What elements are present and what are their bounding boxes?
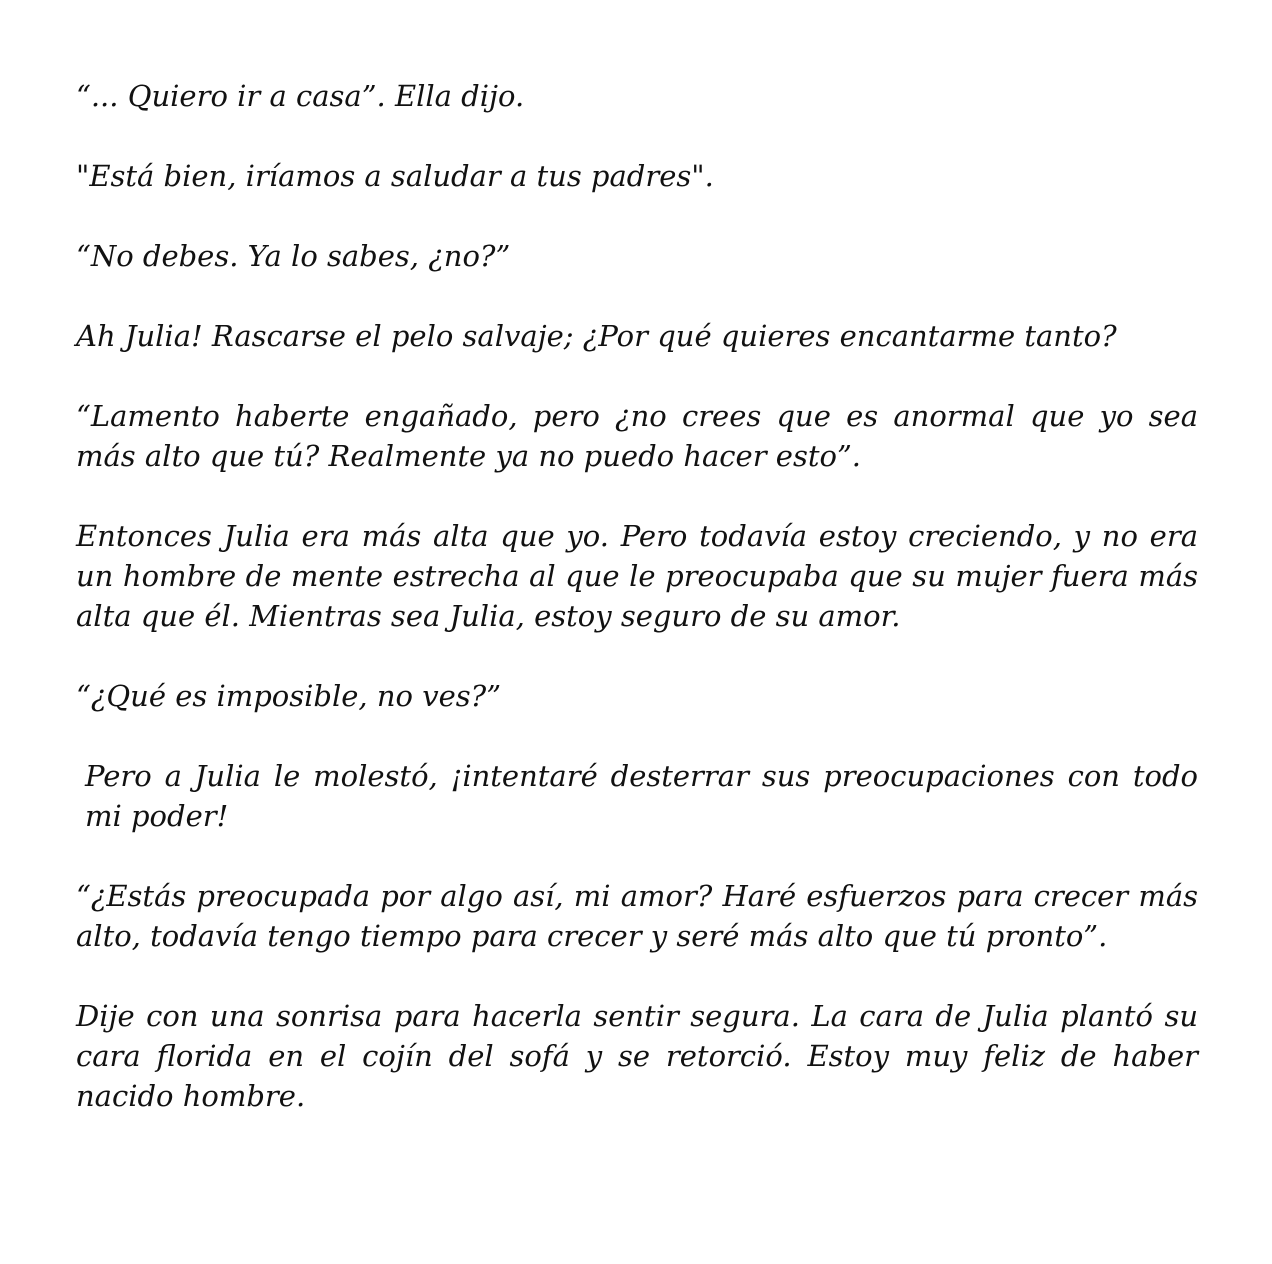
paragraph-6: Entonces Julia era más alta que yo. Pero todavía estoy creciendo, y no era un hombre de mente estrecha al que le preocupaba que su mujer fuera más alta que él. Mientras sea Julia, estoy seguro de su amor. [76, 519, 1198, 633]
paragraph-10: Dije con una sonrisa para hacerla sentir segura. La cara de Julia plantó su cara florida en el cojín del sofá y se retorció. Estoy muy feliz de haber nacido hombre. [76, 999, 1198, 1113]
paragraph-1: “... Quiero ir a casa”. Ella dijo. [76, 79, 525, 113]
paragraph-2: "Está bien, iríamos a saludar a tus padres". [76, 159, 714, 193]
paragraph-7: “¿Qué es imposible, no ves?” [76, 679, 502, 713]
paragraph-5: “Lamento haberte engañado, pero ¿no crees que es anormal que yo sea más alto que tú? Realmente ya no puedo hacer esto”. [76, 399, 1198, 473]
paragraph-8: Pero a Julia le molestó, ¡intentaré desterrar sus preocupaciones con todo mi poder! [85, 759, 1198, 833]
paragraph-3: “No debes. Ya lo sabes, ¿no?” [76, 239, 511, 273]
paragraph-9: “¿Estás preocupada por algo así, mi amor? Haré esfuerzos para crecer más alto, todavía tengo tiempo para crecer y seré más alto que tú pronto”. [76, 879, 1198, 953]
paragraph-4: Ah Julia! Rascarse el pelo salvaje; ¿Por qué quieres encantarme tanto? [76, 319, 1117, 353]
document-page [76, 76, 1198, 1116]
